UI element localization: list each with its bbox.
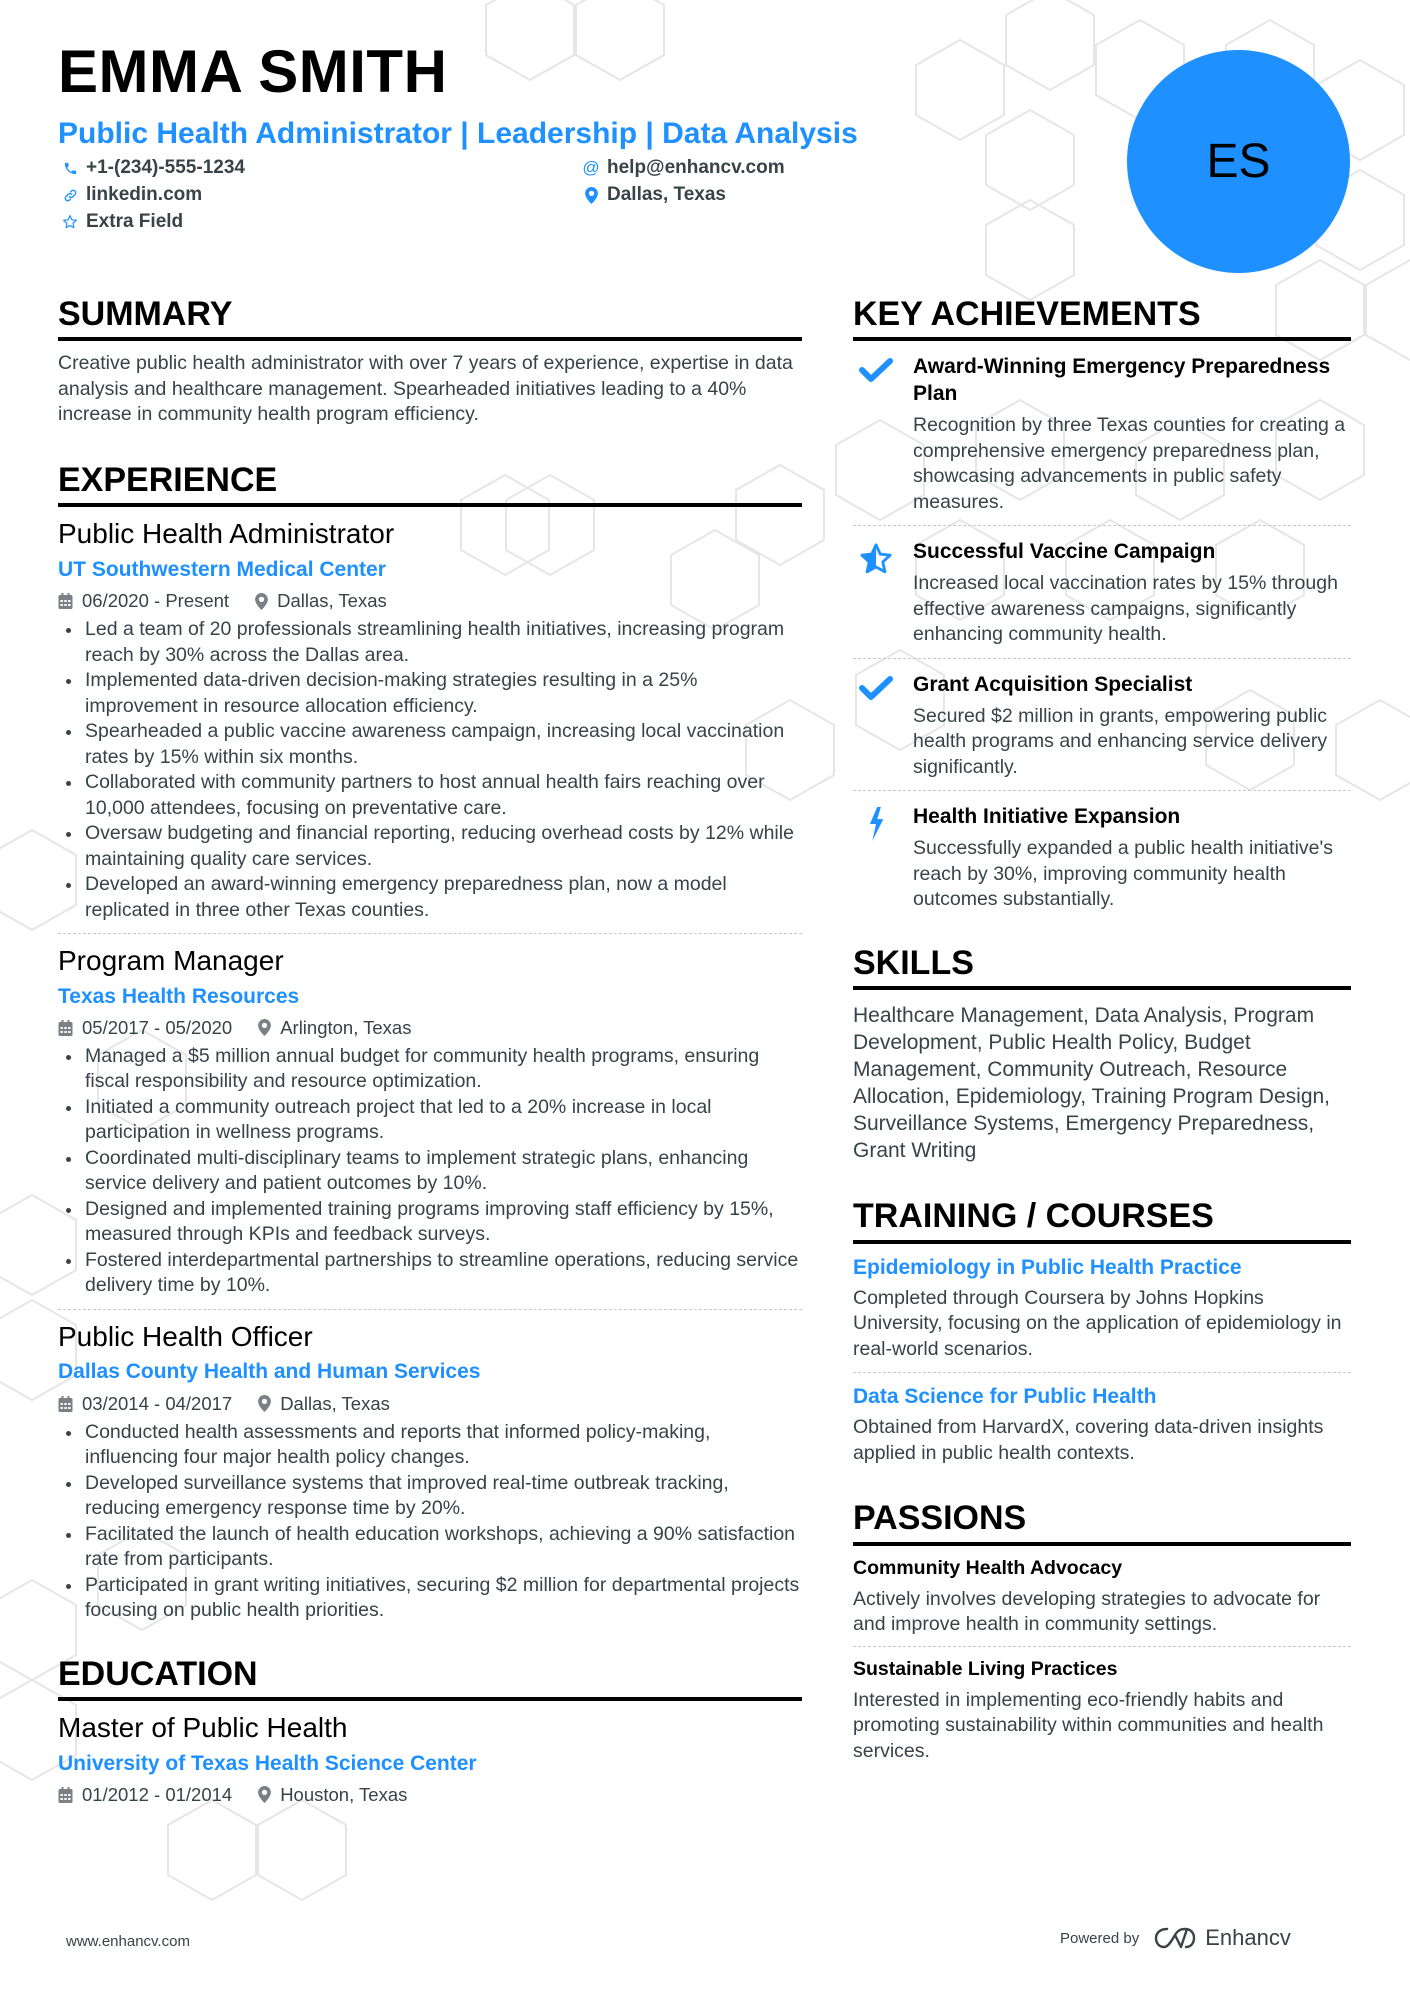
passion-desc: Interested in implementing eco-friendly habits and promoting sustainability within communities and health services. bbox=[853, 1688, 1324, 1762]
section-heading-skills: SKILLS bbox=[853, 945, 1351, 990]
candidate-name: EMMA SMITH bbox=[58, 38, 448, 105]
bullet-item: Oversaw budgeting and financial reporting, reducing overhead costs by 12% while maintaining quality care services. bbox=[58, 821, 802, 872]
email-value: help@enhancv.com bbox=[607, 157, 785, 178]
enhancv-logo-icon bbox=[1153, 1925, 1197, 1951]
degree: Master of Public Health bbox=[58, 1712, 348, 1744]
bullet-item: Initiated a community outreach project that led to a 20% increase in local participation in wellness programs. bbox=[58, 1095, 802, 1146]
achievement-item bbox=[853, 791, 1351, 923]
section-heading-achievements: KEY ACHIEVEMENTS bbox=[853, 296, 1351, 341]
achievement-title: Award-Winning Emergency Preparedness Plan bbox=[913, 355, 1331, 406]
bullet-item: Designed and implemented training programs improving staff efficiency by 15%, measured through KPIs and feedback surveys. bbox=[58, 1197, 802, 1248]
phone-value: +1-(234)-555-1234 bbox=[86, 157, 245, 178]
brand-name: Enhancv bbox=[1205, 1925, 1291, 1950]
job-dates: 06/2020 - Present bbox=[82, 590, 230, 612]
bullet-item: Led a team of 20 professionals streamlining health initiatives, increasing program reach by 30% across the Dallas area. bbox=[58, 617, 802, 668]
phone-icon bbox=[62, 160, 78, 176]
achievement-desc: Recognition by three Texas counties for creating a comprehensive emergency preparedness plan, showcasing advancements in public safety measures. bbox=[913, 414, 1346, 513]
skills-section bbox=[853, 945, 1351, 1164]
job-location: Arlington, Texas bbox=[280, 1016, 412, 1038]
job-dates: 05/2017 - 05/2020 bbox=[82, 1016, 233, 1038]
experience-item bbox=[58, 934, 802, 1310]
achievement-item bbox=[853, 526, 1351, 659]
link-icon bbox=[62, 187, 78, 203]
job-title: Public Health Administrator bbox=[58, 518, 395, 550]
section-heading-summary: SUMMARY bbox=[58, 296, 802, 341]
course-title: Epidemiology in Public Health Practice bbox=[853, 1255, 1242, 1279]
course-item bbox=[853, 1373, 1351, 1476]
job-company: Texas Health Resources bbox=[58, 984, 300, 1008]
bullet-item: Conducted health assessments and reports that informed policy-making, influencing four major health policy changes. bbox=[58, 1420, 802, 1471]
job-company: UT Southwestern Medical Center bbox=[58, 557, 386, 581]
star-icon bbox=[859, 542, 893, 576]
summary-section bbox=[58, 296, 802, 428]
job-bullets bbox=[58, 617, 802, 923]
linkedin-value: linkedin.com bbox=[86, 184, 203, 205]
achievement-desc: Increased local vaccination rates by 15% through effective awareness campaigns, significantly enhancing community health. bbox=[913, 572, 1338, 646]
summary-text: Creative public health administrator with over 7 years of experience, expertise in data analysis and healthcare management. Spearheaded initiatives leading to a 40% increase in community health program efficiency. bbox=[58, 352, 793, 426]
contact-linkedin[interactable] bbox=[62, 184, 202, 206]
course-desc: Obtained from HarvardX, covering data-driven insights applied in public health contexts. bbox=[853, 1416, 1324, 1464]
avatar-initials: ES bbox=[1206, 135, 1271, 188]
section-heading-experience: EXPERIENCE bbox=[58, 462, 802, 507]
left-column bbox=[58, 296, 802, 1850]
job-company: Dallas County Health and Human Services bbox=[58, 1360, 481, 1384]
bullet-item: Fostered interdepartmental partnerships to streamline operations, reducing service delivery time by 10%. bbox=[58, 1248, 802, 1299]
job-title: Public Health Officer bbox=[58, 1320, 313, 1352]
achievement-desc: Secured $2 million in grants, empowering public health programs and enhancing service delivery significantly. bbox=[913, 704, 1328, 778]
right-column bbox=[853, 296, 1351, 1806]
experience-item bbox=[58, 1310, 802, 1634]
map-pin-icon bbox=[258, 1395, 271, 1412]
bullet-item: Facilitated the launch of health education workshops, achieving a 90% satisfaction rate from participants. bbox=[58, 1522, 802, 1573]
passion-item bbox=[853, 1647, 1351, 1773]
contact-email[interactable] bbox=[583, 157, 785, 179]
education-meta bbox=[58, 1784, 802, 1806]
passion-title: Community Health Advocacy bbox=[853, 1556, 1123, 1579]
bullet-item: Implemented data-driven decision-making strategies resulting in a 25% improvement in resource allocation efficiency. bbox=[58, 668, 802, 719]
enhancv-brand[interactable] bbox=[1153, 1925, 1291, 1951]
skills-list: Healthcare Management, Data Analysis, Program Development, Public Health Policy, Budget Management, Community Outreach, Resource Allocation, Epidemiology, Training Program Design, Surveillance Systems, Emergency Preparedness, Grant Writing bbox=[853, 1004, 1331, 1163]
job-meta bbox=[58, 1017, 802, 1039]
course-item bbox=[853, 1244, 1351, 1374]
location-value: Dallas, Texas bbox=[607, 184, 727, 205]
achievement-item bbox=[853, 341, 1351, 526]
job-meta bbox=[58, 1393, 802, 1415]
achievement-title: Successful Vaccine Campaign bbox=[913, 540, 1216, 564]
section-heading-training: TRAINING / COURSES bbox=[853, 1198, 1351, 1243]
job-meta bbox=[58, 590, 802, 612]
contact-extra-field bbox=[62, 211, 183, 233]
section-heading-passions: PASSIONS bbox=[853, 1500, 1351, 1545]
star-outline-icon bbox=[62, 214, 78, 230]
footer-powered-by bbox=[1060, 1925, 1291, 1951]
powered-by-label: Powered by bbox=[1060, 1929, 1140, 1947]
job-location: Dallas, Texas bbox=[277, 590, 387, 612]
achievement-desc: Successfully expanded a public health initiative's reach by 30%, improving community health outcomes substantially. bbox=[913, 837, 1333, 911]
calendar-icon bbox=[58, 1020, 73, 1036]
at-icon: @ bbox=[582, 158, 600, 177]
passions-section bbox=[853, 1500, 1351, 1772]
calendar-icon bbox=[58, 1787, 73, 1803]
contact-location bbox=[583, 184, 726, 206]
check-icon bbox=[859, 357, 893, 383]
job-bullets bbox=[58, 1044, 802, 1299]
bullet-item: Developed an award-winning emergency preparedness plan, now a model replicated in three other Texas counties. bbox=[58, 872, 802, 923]
course-title: Data Science for Public Health bbox=[853, 1385, 1157, 1409]
job-title: Program Manager bbox=[58, 945, 284, 977]
calendar-icon bbox=[58, 1396, 73, 1412]
course-desc: Completed through Coursera by Johns Hopkins University, focusing on the application of epidemiology in real-world scenarios. bbox=[853, 1286, 1342, 1360]
education-location: Houston, Texas bbox=[280, 1783, 408, 1805]
calendar-icon bbox=[58, 593, 73, 609]
experience-section bbox=[58, 462, 802, 1634]
bullet-item: Developed surveillance systems that improved real-time outbreak tracking, reducing emergency response time by 20%. bbox=[58, 1471, 802, 1522]
map-pin-icon bbox=[255, 593, 268, 610]
contact-phone[interactable] bbox=[62, 157, 245, 179]
experience-item bbox=[58, 507, 802, 934]
education-section bbox=[58, 1656, 802, 1816]
bolt-icon bbox=[865, 807, 887, 841]
achievement-title: Grant Acquisition Specialist bbox=[913, 672, 1193, 696]
avatar bbox=[1127, 50, 1350, 273]
job-bullets bbox=[58, 1420, 802, 1624]
school: University of Texas Health Science Center bbox=[58, 1751, 477, 1775]
job-location: Dallas, Texas bbox=[280, 1392, 390, 1414]
bullet-item: Participated in grant writing initiatives, securing $2 million for departmental projects focusing on public health priorities. bbox=[58, 1573, 802, 1624]
map-pin-icon bbox=[583, 187, 599, 203]
section-heading-education: EDUCATION bbox=[58, 1656, 802, 1701]
candidate-title: Public Health Administrator | Leadership | Data Analysis bbox=[58, 117, 858, 150]
bullet-item: Managed a $5 million annual budget for community health programs, ensuring fiscal responsibility and resource optimization. bbox=[58, 1044, 802, 1095]
map-pin-icon bbox=[258, 1786, 271, 1803]
education-dates: 01/2012 - 01/2014 bbox=[82, 1783, 233, 1805]
achievement-title: Health Initiative Expansion bbox=[913, 805, 1181, 829]
footer-website-link[interactable]: www.enhancv.com bbox=[66, 1933, 190, 1950]
check-icon bbox=[859, 675, 893, 701]
bullet-item: Spearheaded a public vaccine awareness campaign, increasing local vaccination rates by 15% within six months. bbox=[58, 719, 802, 770]
extra-field-value: Extra Field bbox=[86, 211, 184, 232]
achievements-section bbox=[853, 296, 1351, 923]
passion-item bbox=[853, 1546, 1351, 1647]
bullet-item: Coordinated multi-disciplinary teams to implement strategic plans, enhancing service delivery and patient outcomes by 10%. bbox=[58, 1146, 802, 1197]
passion-title: Sustainable Living Practices bbox=[853, 1657, 1118, 1680]
map-pin-icon bbox=[258, 1019, 271, 1036]
passion-desc: Actively involves developing strategies to advocate for and improve health in community settings. bbox=[853, 1587, 1321, 1636]
education-item bbox=[58, 1701, 802, 1816]
achievement-item bbox=[853, 659, 1351, 792]
job-dates: 03/2014 - 04/2017 bbox=[82, 1392, 233, 1414]
training-section bbox=[853, 1198, 1351, 1476]
bullet-item: Collaborated with community partners to host annual health fairs reaching over 10,000 attendees, focusing on preventative care. bbox=[58, 770, 802, 821]
